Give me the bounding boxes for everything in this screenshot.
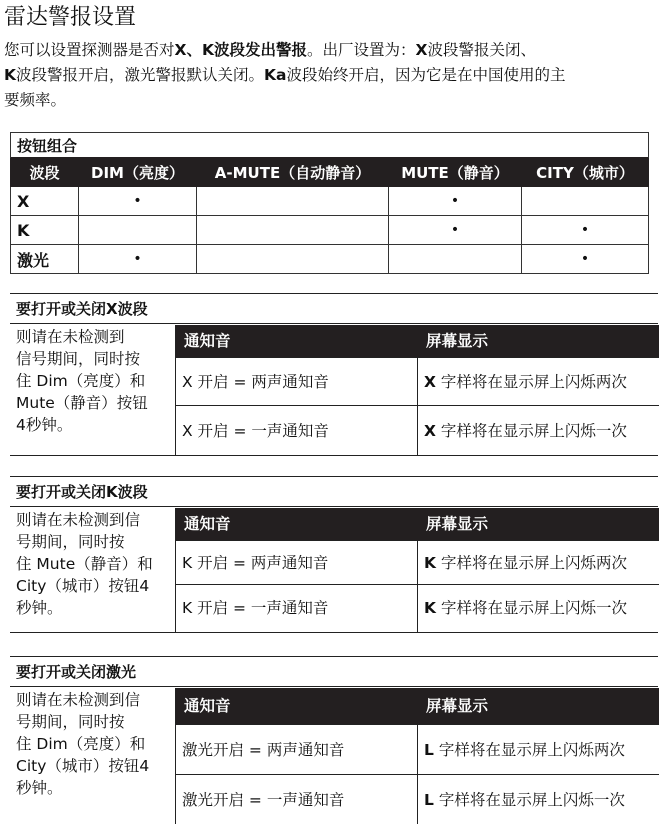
- combo-header: 波段: [11, 158, 79, 187]
- desc-line: City（城市）按钮4: [16, 577, 150, 595]
- column-divider: [417, 357, 418, 455]
- band-label: X: [11, 187, 79, 216]
- combo-cell: [79, 216, 197, 245]
- intro-bold: X: [415, 41, 428, 59]
- col-tone-header: 通知音: [184, 697, 231, 715]
- desc-line: 则请在未检测到: [16, 328, 125, 346]
- button-combo-table: [10, 132, 649, 274]
- column-divider: [417, 540, 418, 632]
- page-title: 雷达警报设置: [4, 5, 137, 30]
- combo-cell: [197, 187, 389, 216]
- combo-cell: •: [389, 216, 522, 245]
- section-k-band: [10, 476, 658, 633]
- intro-text: 。出厂设置为：: [306, 41, 416, 59]
- combo-cell: [197, 216, 389, 245]
- display-letter: L: [424, 791, 434, 809]
- desc-line: 则请在未检测到信: [16, 511, 141, 529]
- tone-cell: K 开启 = 一声通知音: [182, 599, 329, 617]
- section-x-band: [10, 293, 658, 456]
- combo-cell: •: [79, 245, 197, 274]
- section-laser: [10, 656, 658, 824]
- table-header: [176, 688, 659, 724]
- combo-cell: •: [522, 216, 649, 245]
- section-table: [175, 508, 659, 632]
- band-label: K: [11, 216, 79, 245]
- intro-text: 波段警报开启，激光警报默认关闭。: [16, 66, 265, 84]
- table-row: [11, 216, 649, 245]
- desc-line: 号期间，同时按: [16, 713, 125, 731]
- intro-bold: K: [4, 66, 17, 84]
- combo-header: MUTE（静音）: [389, 158, 522, 187]
- section-description: [16, 326, 174, 436]
- combo-header: A-MUTE（自动静音）: [197, 158, 389, 187]
- display-cell: 字样将在显示屏上闪烁两次: [433, 741, 625, 759]
- desc-line: 秒钟。: [16, 779, 63, 797]
- intro-bold: X、K波段发出警报: [174, 41, 307, 59]
- display-letter: K: [424, 599, 437, 617]
- table-header: [176, 325, 659, 357]
- section-description: [16, 509, 174, 619]
- combo-header: DIM（亮度）: [79, 158, 197, 187]
- combo-cell: [197, 245, 389, 274]
- display-cell: 字样将在显示屏上闪烁一次: [433, 791, 625, 809]
- display-letter: X: [424, 373, 436, 391]
- desc-line: 秒钟。: [16, 599, 63, 617]
- table-row: [11, 187, 649, 216]
- section-description: [16, 689, 174, 799]
- section-table: [175, 325, 659, 455]
- desc-line: 4秒钟。: [16, 416, 73, 434]
- combo-cell: [522, 187, 649, 216]
- tone-cell: 激光开启 = 一声通知音: [182, 791, 345, 809]
- combo-cell: •: [522, 245, 649, 274]
- display-letter: X: [424, 422, 436, 440]
- intro-text: 波段警报关闭、: [427, 41, 536, 59]
- band-label: 激光: [11, 245, 79, 274]
- intro-paragraph: [4, 38, 659, 113]
- combo-cell: [389, 245, 522, 274]
- intro-text: 要频率。: [4, 91, 67, 109]
- combo-cell: •: [79, 187, 197, 216]
- section-heading: 要打开或关闭激光: [10, 657, 658, 687]
- col-display-header: 屏幕显示: [426, 697, 489, 715]
- desc-line: 住 Mute（静音）和: [16, 555, 153, 573]
- combo-cell: •: [389, 187, 522, 216]
- intro-bold: Ka: [264, 66, 287, 84]
- display-cell: 字样将在显示屏上闪烁两次: [435, 373, 627, 391]
- display-letter: K: [424, 554, 437, 572]
- column-divider: [417, 724, 418, 824]
- table-header: [176, 508, 659, 540]
- table-row: [11, 245, 649, 274]
- display-cell: 字样将在显示屏上闪烁两次: [436, 554, 627, 572]
- desc-line: 住 Dim（亮度）和: [16, 735, 146, 753]
- display-cell: 字样将在显示屏上闪烁一次: [435, 422, 627, 440]
- col-display-header: 屏幕显示: [426, 332, 489, 350]
- tone-cell: X 开启 = 一声通知音: [182, 422, 329, 440]
- tone-cell: 激光开启 = 两声通知音: [182, 741, 345, 759]
- display-letter: L: [424, 741, 434, 759]
- tone-cell: K 开启 = 两声通知音: [182, 554, 329, 572]
- display-cell: 字样将在显示屏上闪烁一次: [436, 599, 627, 617]
- combo-caption: 按钮组合: [11, 133, 649, 158]
- combo-header: CITY（城市）: [522, 158, 649, 187]
- col-display-header: 屏幕显示: [426, 515, 489, 533]
- desc-line: Mute（静音）按钮: [16, 394, 148, 412]
- desc-line: 号期间，同时按: [16, 533, 125, 551]
- section-table: [175, 688, 659, 824]
- desc-line: City（城市）按钮4: [16, 757, 150, 775]
- section-heading: 要打开或关闭X波段: [10, 294, 658, 324]
- section-heading: 要打开或关闭K波段: [10, 477, 658, 507]
- col-tone-header: 通知音: [184, 515, 231, 533]
- col-tone-header: 通知音: [184, 332, 231, 350]
- tone-cell: X 开启 = 两声通知音: [182, 373, 329, 391]
- intro-text: 您可以设置探测器是否对: [4, 41, 175, 59]
- desc-line: 则请在未检测到信: [16, 691, 141, 709]
- intro-text: 波段始终开启，因为它是在中国使用的主: [286, 66, 566, 84]
- desc-line: 住 Dim（亮度）和: [16, 372, 146, 390]
- desc-line: 信号期间，同时按: [16, 350, 141, 368]
